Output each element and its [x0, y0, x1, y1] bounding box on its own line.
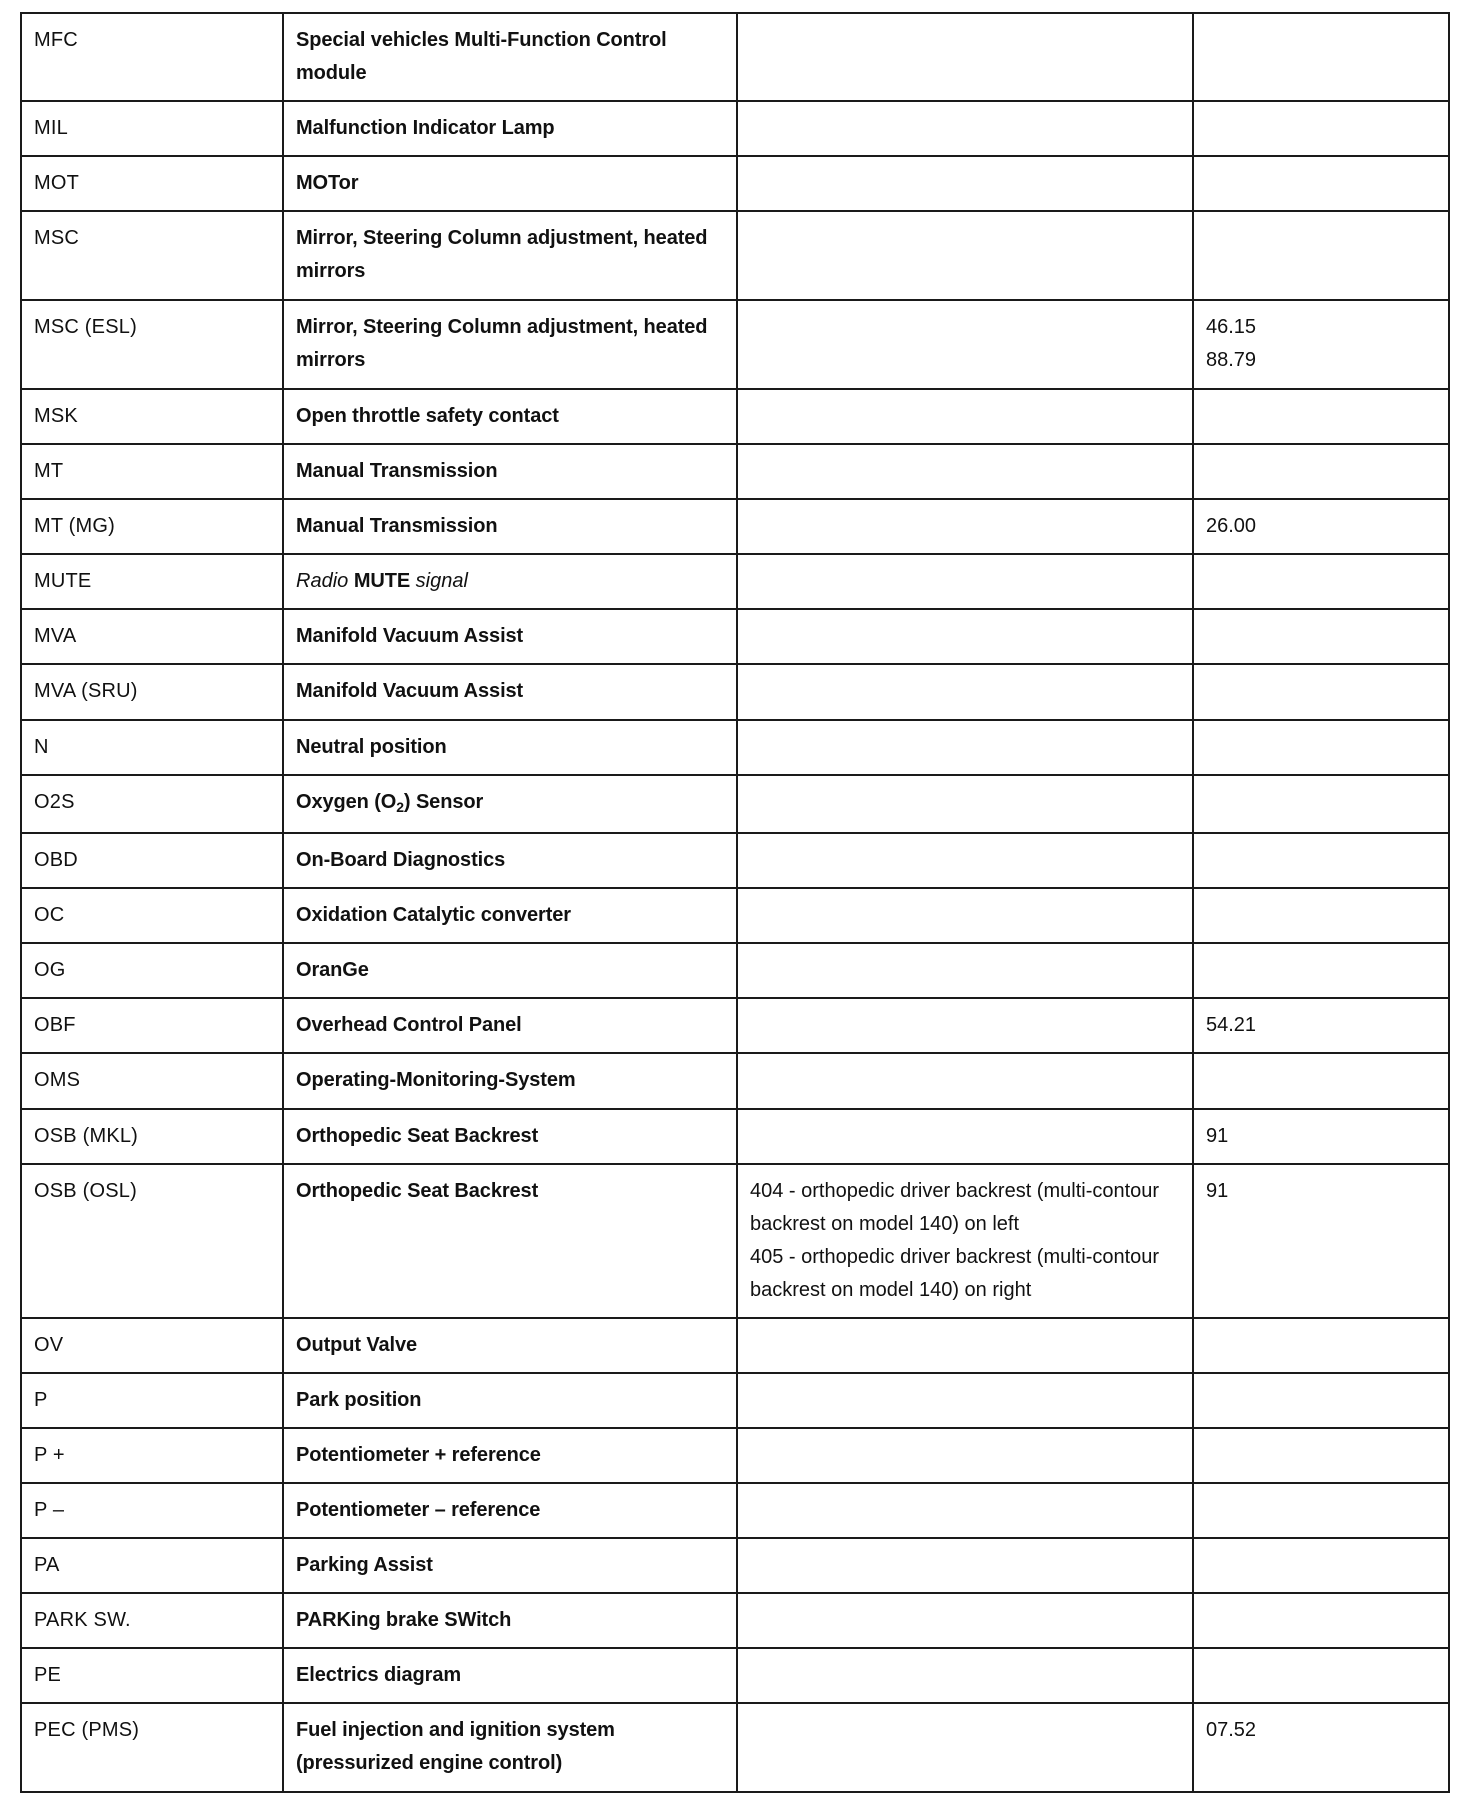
- note-cell: [737, 1318, 1193, 1373]
- abbreviation-cell: P –: [21, 1483, 283, 1538]
- table-row: [21, 664, 1449, 720]
- note-cell: [737, 720, 1193, 775]
- note-cell: [737, 1648, 1193, 1703]
- note-cell: [737, 1373, 1193, 1428]
- note-cell: 404 - orthopedic driver backrest (multi-contour backrest on model 140) on left 405 - orthopedic driver backrest (multi-contour backrest on model 140) on right: [737, 1164, 1193, 1318]
- abbreviation-cell: MSC (ESL): [21, 300, 283, 389]
- reference-cell: [1193, 720, 1449, 775]
- note-cell: [737, 13, 1193, 101]
- table-row: [21, 775, 1449, 833]
- table-row: [21, 1483, 1449, 1538]
- abbreviation-cell: PE: [21, 1648, 283, 1703]
- note-cell: [737, 1053, 1193, 1109]
- description-cell: Open throttle safety contact: [283, 389, 737, 444]
- table-row: [21, 1428, 1449, 1483]
- table-row: [21, 1538, 1449, 1593]
- description-cell: Neutral position: [283, 720, 737, 775]
- description-cell: MOTor: [283, 156, 737, 211]
- abbreviation-cell: MVA (SRU): [21, 664, 283, 720]
- table-row: [21, 609, 1449, 664]
- table-row: [21, 211, 1449, 300]
- abbreviation-cell: OBD: [21, 833, 283, 888]
- abbreviation-cell: OG: [21, 943, 283, 998]
- table-row: [21, 1318, 1449, 1373]
- description-cell: Potentiometer + reference: [283, 1428, 737, 1483]
- table-row: [21, 156, 1449, 211]
- table-row: [21, 1648, 1449, 1703]
- abbreviation-cell: OC: [21, 888, 283, 943]
- abbreviations-table: [20, 12, 1450, 1793]
- table-row: [21, 1053, 1449, 1109]
- description-cell: Orthopedic Seat Backrest: [283, 1164, 737, 1318]
- note-cell: [737, 554, 1193, 609]
- description-cell: OranGe: [283, 943, 737, 998]
- note-cell: [737, 389, 1193, 444]
- reference-cell: 91: [1193, 1109, 1449, 1164]
- description-cell: Manifold Vacuum Assist: [283, 609, 737, 664]
- description-cell: Operating-Monitoring-System: [283, 1053, 737, 1109]
- table-row: [21, 720, 1449, 775]
- reference-cell: [1193, 389, 1449, 444]
- table-row: [21, 389, 1449, 444]
- description-cell: Oxygen $(O_2)$ Sensor: [283, 775, 737, 833]
- reference-cell: [1193, 101, 1449, 156]
- abbreviation-cell: OV: [21, 1318, 283, 1373]
- reference-cell: [1193, 888, 1449, 943]
- table-row: [21, 101, 1449, 156]
- note-cell: [737, 1483, 1193, 1538]
- description-cell: Park position: [283, 1373, 737, 1428]
- reference-cell: 46.15 88.79: [1193, 300, 1449, 389]
- note-cell: [737, 499, 1193, 554]
- description-cell: Manifold Vacuum Assist: [283, 664, 737, 720]
- note-cell: [737, 1538, 1193, 1593]
- table-row: [21, 833, 1449, 888]
- note-cell: [737, 300, 1193, 389]
- table-row: [21, 300, 1449, 389]
- abbreviation-cell: OBF: [21, 998, 283, 1053]
- reference-cell: [1193, 775, 1449, 833]
- description-cell: Special vehicles Multi-Function Control module: [283, 13, 737, 101]
- description-cell: Oxidation Catalytic converter: [283, 888, 737, 943]
- reference-cell: [1193, 156, 1449, 211]
- table-row: [21, 499, 1449, 554]
- note-cell: [737, 444, 1193, 499]
- note-cell: [737, 833, 1193, 888]
- abbreviation-cell: MSK: [21, 389, 283, 444]
- reference-cell: [1193, 13, 1449, 101]
- abbreviation-cell: MFC: [21, 13, 283, 101]
- description-cell: Output Valve: [283, 1318, 737, 1373]
- reference-cell: 91: [1193, 1164, 1449, 1318]
- table-row: [21, 13, 1449, 101]
- note-cell: [737, 101, 1193, 156]
- reference-cell: [1193, 1373, 1449, 1428]
- abbreviation-cell: N: [21, 720, 283, 775]
- abbreviation-cell: MT (MG): [21, 499, 283, 554]
- reference-cell: [1193, 1318, 1449, 1373]
- reference-cell: 26.00: [1193, 499, 1449, 554]
- table-row: [21, 1164, 1449, 1318]
- description-cell: PARKing brake SWitch: [283, 1593, 737, 1648]
- note-cell: [737, 775, 1193, 833]
- description-cell: Overhead Control Panel: [283, 998, 737, 1053]
- reference-cell: [1193, 1483, 1449, 1538]
- note-cell: [737, 943, 1193, 998]
- reference-cell: [1193, 444, 1449, 499]
- reference-cell: [1193, 1053, 1449, 1109]
- note-cell: [737, 998, 1193, 1053]
- table-row: [21, 888, 1449, 943]
- reference-cell: [1193, 1593, 1449, 1648]
- abbreviation-cell: PA: [21, 1538, 283, 1593]
- reference-cell: [1193, 554, 1449, 609]
- description-cell: Mirror, Steering Column adjustment, heated mirrors: [283, 300, 737, 389]
- note-cell: [737, 609, 1193, 664]
- abbreviation-cell: OSB (MKL): [21, 1109, 283, 1164]
- abbreviation-cell: P: [21, 1373, 283, 1428]
- reference-cell: [1193, 1428, 1449, 1483]
- reference-cell: [1193, 1538, 1449, 1593]
- reference-cell: 07.52: [1193, 1703, 1449, 1792]
- description-cell: Manual Transmission: [283, 499, 737, 554]
- reference-cell: [1193, 833, 1449, 888]
- table-row: [21, 998, 1449, 1053]
- abbreviation-cell: MSC: [21, 211, 283, 300]
- description-cell: Potentiometer – reference: [283, 1483, 737, 1538]
- description-cell: On-Board Diagnostics: [283, 833, 737, 888]
- abbreviation-cell: MOT: [21, 156, 283, 211]
- abbreviation-cell: OSB (OSL): [21, 1164, 283, 1318]
- reference-cell: 54.21: [1193, 998, 1449, 1053]
- abbreviation-cell: MIL: [21, 101, 283, 156]
- abbreviation-cell: O2S: [21, 775, 283, 833]
- table-row: [21, 554, 1449, 609]
- table-row: [21, 444, 1449, 499]
- description-cell: Orthopedic Seat Backrest: [283, 1109, 737, 1164]
- table-row: [21, 1703, 1449, 1792]
- note-cell: [737, 1109, 1193, 1164]
- note-cell: [737, 1428, 1193, 1483]
- description-cell: Fuel injection and ignition system (pressurized engine control): [283, 1703, 737, 1792]
- table-row: [21, 1593, 1449, 1648]
- reference-cell: [1193, 943, 1449, 998]
- abbreviation-cell: OMS: [21, 1053, 283, 1109]
- abbreviation-cell: MUTE: [21, 554, 283, 609]
- description-cell: Electrics diagram: [283, 1648, 737, 1703]
- note-cell: [737, 211, 1193, 300]
- reference-cell: [1193, 609, 1449, 664]
- note-cell: [737, 156, 1193, 211]
- note-cell: [737, 664, 1193, 720]
- description-cell: Mirror, Steering Column adjustment, heated mirrors: [283, 211, 737, 300]
- table-row: [21, 943, 1449, 998]
- note-cell: [737, 888, 1193, 943]
- reference-cell: [1193, 211, 1449, 300]
- table-row: [21, 1373, 1449, 1428]
- reference-cell: [1193, 664, 1449, 720]
- abbreviation-cell: PEC (PMS): [21, 1703, 283, 1792]
- reference-cell: [1193, 1648, 1449, 1703]
- abbreviation-cell: P +: [21, 1428, 283, 1483]
- abbreviation-cell: PARK SW.: [21, 1593, 283, 1648]
- abbreviation-cell: MT: [21, 444, 283, 499]
- note-cell: [737, 1593, 1193, 1648]
- note-cell: [737, 1703, 1193, 1792]
- description-cell: Malfunction Indicator Lamp: [283, 101, 737, 156]
- description-cell: Parking Assist: [283, 1538, 737, 1593]
- description-cell: Manual Transmission: [283, 444, 737, 499]
- abbreviation-cell: MVA: [21, 609, 283, 664]
- description-cell: Radio MUTE signal: [283, 554, 737, 609]
- table-row: [21, 1109, 1449, 1164]
